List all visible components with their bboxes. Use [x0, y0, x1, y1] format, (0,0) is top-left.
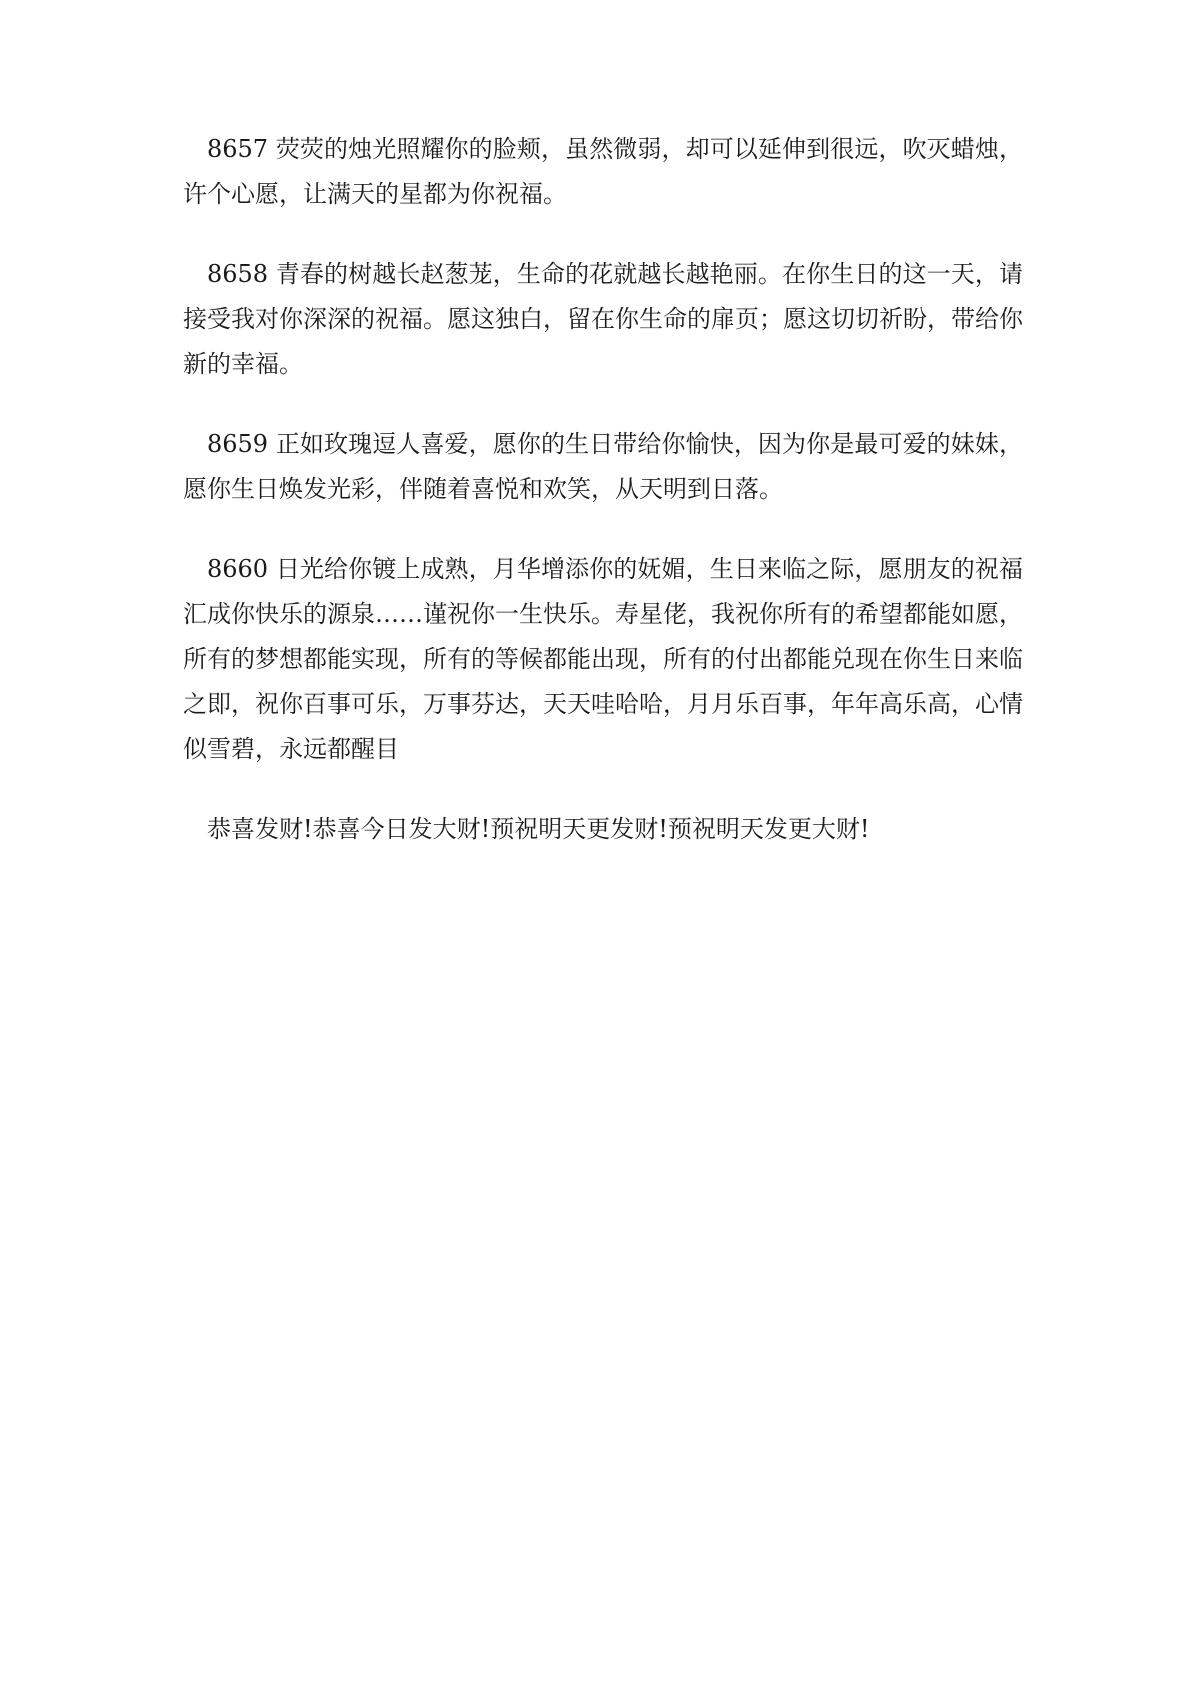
closing-line: 恭喜发财!恭喜今日发大财!预祝明天更发财!预祝明天发更大财!: [207, 815, 870, 843]
paragraph-8657: 8657 荧荧的烛光照耀你的脸颊，虽然微弱，却可以延伸到很远，吹灭蜡烛，许个心愿，让满天的星都为你祝福。: [183, 135, 1023, 208]
document-page: [183, 127, 1023, 887]
paragraph-8659: 8659 正如玫瑰逗人喜爱，愿你的生日带给你愉快，因为你是最可爱的妹妹，愿你生日焕发光彩，伴随着喜悦和欢笑，从天明到日落。: [183, 430, 1023, 503]
paragraph-8658: 8658 青春的树越长赵葱茏，生命的花就越长越艳丽。在你生日的这一天，请接受我对你深深的祝福。愿这独白，留在你生命的扉页；愿这切切祈盼，带给你新的幸福。: [183, 260, 1023, 378]
paragraph-8660: 8660 日光给你镀上成熟，月华增添你的妩媚，生日来临之际，愿朋友的祝福汇成你快乐的源泉……谨祝你一生快乐。寿星佬，我祝你所有的希望都能如愿，所有的梦想都能实现，所有的等候都能出现，所有的付出都能兑现在你生日来临之即，祝你百事可乐，万事芬达，天天哇哈哈，月月乐百事，年年高乐高，心情似雪碧，永远都醒目: [183, 555, 1023, 763]
